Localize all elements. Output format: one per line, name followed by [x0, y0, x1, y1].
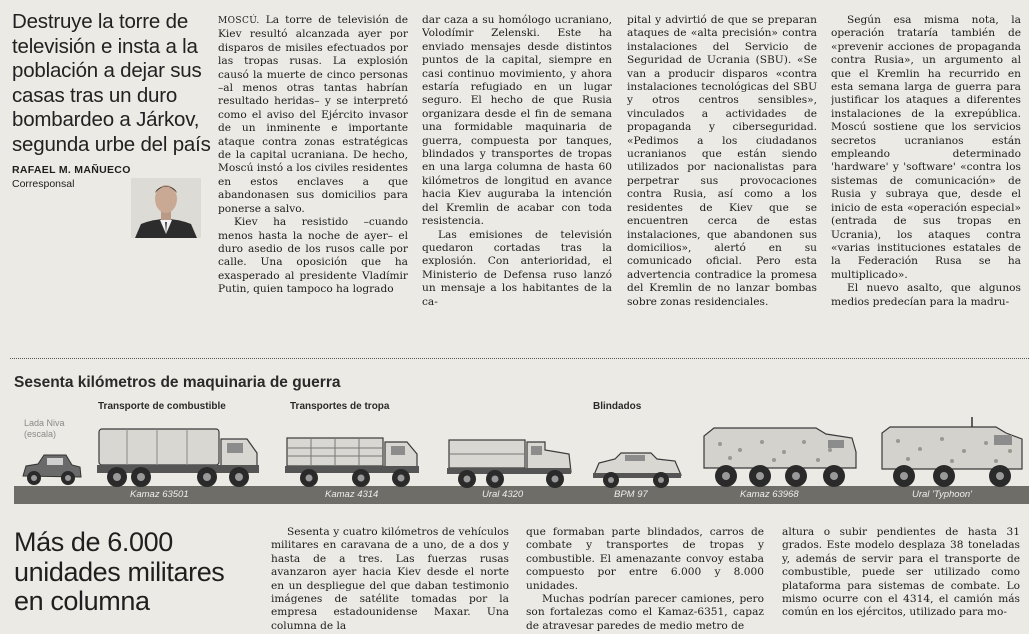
article-paragraph: Las emisiones de televisión quedaron cortadas tras la explosión. Con anterioridad, el Ministerio de Defensa ruso lanzó un mensaje a los habitantes de la ca- — [422, 228, 612, 308]
article-paragraph: dar caza a su homólogo ucraniano, Volodímir Zelenski. Este ha enviado mensajes desde distintos puntos de la capital, siempre en casi continuo movimiento, y ahora estaría refugiado en un lugar seguro. El hecho de que Rusia organizara desde el fin de semana una formidable maquinaria de guerra, compuesta por tanques, blindados y transportes de tropas en una larga columna de hasta 60 kilómetros de longitud en avance hacia Kiev auguraba la intención del Kremlin de acabar con toda resistencia. — [422, 14, 612, 228]
vehicle-label-kamaz-63968: Kamaz 63968 — [740, 489, 799, 500]
second-paragraph: que formaban parte blindados, carros de combate y transportes de tropas y combustible. El amenazante convoy estaba compuesto por entre 6.000 y 8.000 unidades. — [526, 526, 764, 592]
vehicle-label-kamaz-63501: Kamaz 63501 — [130, 489, 189, 500]
article-column-4 — [831, 14, 1021, 332]
vehicle-label-bpm-97: BPM 97 — [614, 489, 648, 500]
kamaz-63968-icon — [700, 424, 860, 489]
second-paragraph: Sesenta y cuatro kilómetros de vehículos militares en caravana de a uno, de a dos y hasta de a tres. Las fuerzas rusas avanzaron ayer hacia Kiev desde el norte en un despliegue del que daban testimonio imágenes de satélite tomadas por la empresa estadounidense Maxar. Una columna de la — [271, 526, 509, 632]
article-paragraph: La torre de televisión de Kiev resultó alcanzada ayer por disparos de misiles efectuados por las tropas rusas. La explosión causó la muerte de cinco personas –al menos otras tantas habrían resultado heridas– y se interpretó como el aviso del Ejército invasor de un inminente e importante ataque contra zonas estratégicas de la capital ucraniana. De hecho, Moscú instó a los civiles residentes en estos enclaves a que abandonasen sus domicilios para ponerse a salvo. — [218, 14, 408, 215]
bpm-97-icon — [591, 451, 683, 489]
vehicle-label-ural-typhoon: Ural 'Typhoon' — [912, 489, 972, 500]
group-label-troops: Transportes de tropa — [290, 401, 390, 412]
article-paragraph: Según esa misma nota, la operación trataría también de «prevenir acciones de propaganda contra Rusia», un argumento al que el Kremlin ha recurrido en esta semana larga de guerra para justificar los ataques a diferentes instalaciones de la exrepública. Moscú sostiene que los servicios secretos ucranianos están empleando determinado 'hardware' y 'software' «contra los sistemas de comunicación» de Rusia y subraya que, desde el inicio de esta «operación especial» (entrada de sus tropas en Ucrania), los ataques contra «varias instituciones estatales de la Federación Rusa se ha multiplicado». — [831, 14, 1021, 281]
scale-label: Lada Niva (escala) — [24, 418, 65, 439]
second-paragraph: altura o subir pendientes de hasta 31 grados. Este modelo desplaza 38 toneladas y, además de servir para el transporte de combustible, puede ser utilizado como plataforma para sistemas de combate. Lo mismo ocurre con el 4314, el camión más común en los ejércitos, utilizado para mo- — [782, 526, 1020, 619]
ural-4320-icon — [447, 436, 575, 489]
second-paragraph: Muchas podrían parecer camiones, pero son fortalezas como el Kamaz-6351, capaz de atravesar paredes de medio metro de — [526, 593, 764, 632]
article-paragraph: pital y advirtió de que se preparan ataques de «alta precisión» contra instalaciones del Servicio de Seguridad de Ucrania (SBU). «Se van a producir disparos «contra instalaciones tecnológicas del SBU y otros centros sensibles», vinculados a actividades de propaganda y ciberseguridad. «Pedimos a los ciudadanos ucranianos que están siendo utilizados por nacionalistas para perpetrar sus provocaciones contra Rusia, así como a los residentes de Kiev que se encuentren cerca de estas instalaciones, que abandonen sus domicilios», alertó en su comunicado oficial. Pero esta advertencia contradice la promesa del Kremlin de no lanzar bombas sobre zonas residenciales. — [627, 14, 817, 308]
second-headline: Más de 6.000 unidades militares en columna — [14, 527, 225, 616]
article-paragraph: El nuevo asalto, que algunos medios predecían para la madru- — [831, 282, 1021, 308]
vehicle-label-ural-4320: Ural 4320 — [482, 489, 524, 500]
article-headline: Destruye la torre de televisión e insta a la población a dejar sus casas tras un duro bombardeo a Járkov, segunda urbe del país — [12, 10, 211, 156]
author-photo — [131, 178, 201, 238]
second-column-1 — [271, 526, 509, 634]
infographic-title: Sesenta kilómetros de maquinaria de guerra — [14, 374, 341, 391]
author-role: Corresponsal — [12, 178, 75, 190]
ural-typhoon-icon — [876, 415, 1026, 489]
group-label-armored: Blindados — [593, 401, 642, 412]
article-column-1 — [218, 14, 408, 332]
group-label-fuel: Transporte de combustible — [98, 401, 226, 412]
kamaz-63501-icon — [97, 425, 262, 489]
section-divider — [10, 358, 1029, 360]
kamaz-4314-icon — [285, 434, 423, 489]
article-paragraph: Kiev ha resistido –cuando menos hasta la noche de ayer– el duro asedio de los rusos calle por calle. Una oposición que ha exasperado al presidente Vladímir Putin, quien tampoco ha logrado — [218, 216, 408, 296]
dateline: MOSCÚ. — [218, 16, 260, 26]
vehicle-label-kamaz-4314: Kamaz 4314 — [325, 489, 379, 500]
lada-niva-icon — [20, 452, 84, 488]
second-column-2 — [526, 526, 764, 634]
author-portrait-icon — [131, 178, 201, 238]
author-name: RAFAEL M. MAÑUECO — [12, 164, 131, 176]
article-column-3 — [627, 14, 817, 332]
second-column-3 — [782, 526, 1020, 634]
article-column-2 — [422, 14, 612, 332]
